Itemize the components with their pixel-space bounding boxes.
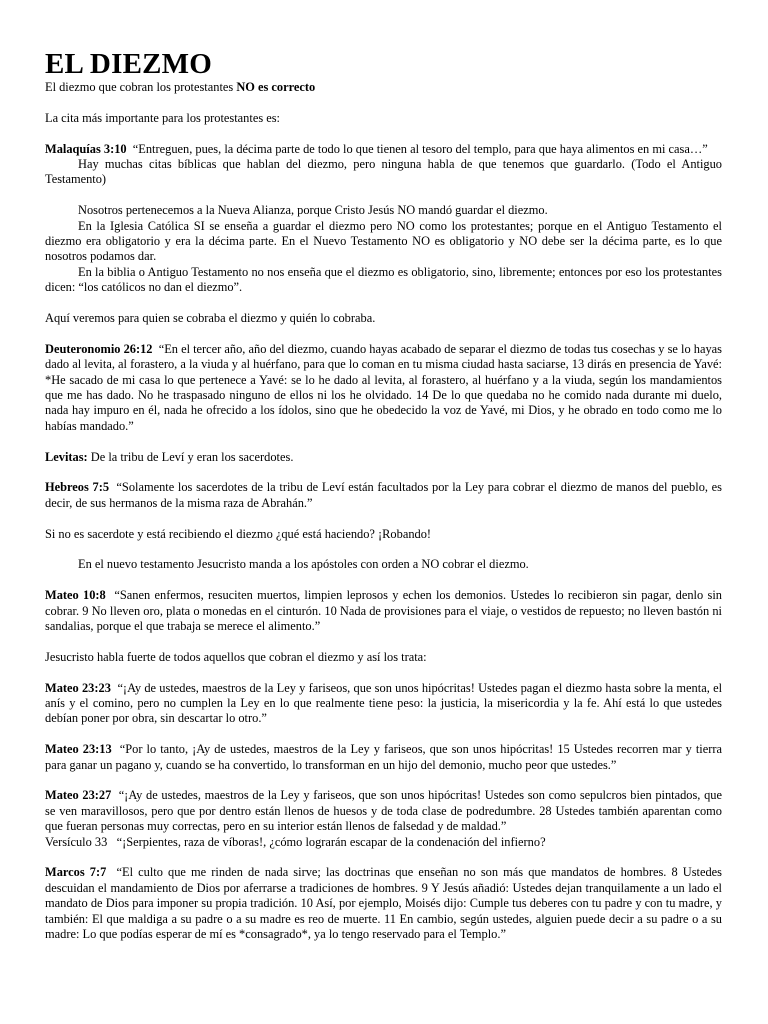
intro-paragraph: La cita más importante para los protestantes es: bbox=[45, 110, 280, 125]
term-label: Levitas: bbox=[45, 449, 88, 464]
mateo-10-8-citation bbox=[45, 588, 722, 634]
verse-quote: “Solamente los sacerdotes de la tribu de Leví están facultados por la Ley para cobrar el diezmo de manos del pueblo, es decir, de sus hermanos de la misma raza de Abrahán.” bbox=[45, 480, 723, 510]
verse-reference: Mateo 23:23 bbox=[45, 680, 111, 695]
verse-reference: Marcos 7:7 bbox=[45, 865, 107, 880]
sacerdote-paragraph: Si no es sacerdote y está recibiendo el diezmo ¿qué está haciendo? ¡Robando! bbox=[45, 526, 432, 541]
alianza-paragraph: Nosotros pertenecemos a la Nueva Alianza, porque Cristo Jesús NO mandó guardar el diezmo. bbox=[78, 203, 548, 218]
verse-quote: “El culto que me rinden de nada sirve; las doctrinas que enseñan no son más que mandatos de hombres. 8 Ustedes descuidan el mandamiento de Dios por aferrarse a tradiciones de hombres. 9 Y Jesús añadió: Ustedes dejan tranquilamente a un lado el mandato de Dios para imponer su propia tradición. 10 Así, por ejemplo, Moisés dijo: Cumple tus deberes con tu padre y con tu madre, y también: El que maldiga a su padre o a su madre es reo de muerte. 11 En cambio, según ustedes, alguien puede decir a su padre o a su madre: Lo que podías esperar de mí es *consagrado*, ya lo tengo reservado para el Templo.” bbox=[45, 865, 722, 942]
verse-reference: Mateo 10:8 bbox=[45, 588, 106, 603]
mateo-23-13-citation bbox=[45, 742, 722, 773]
subtitle bbox=[45, 80, 722, 95]
verse-quote: “¡Ay de ustedes, maestros de la Ley y fariseos, que son unos hipócritas! Ustedes son como sepulcros bien pintados, que se ven maravillosos, pero que por dentro están llenos de huesos y de toda clase de podredumbre. 28 Ustedes también aparentan como que fueran personas muy correctas, pero en su interior están llenos de falsedad y de maldad.” bbox=[45, 788, 722, 834]
malaquias-citation bbox=[45, 142, 722, 157]
verse-reference: Mateo 23:27 bbox=[45, 788, 112, 803]
verse-reference: Mateo 23:13 bbox=[45, 742, 112, 757]
term-definition: De la tribu de Leví y eran los sacerdotes. bbox=[87, 449, 294, 464]
nuevo-testamento-paragraph: En el nuevo testamento Jesucristo manda a los apóstoles con orden a NO cobrar el diezmo. bbox=[78, 557, 529, 572]
document-page bbox=[45, 48, 722, 943]
aqui-paragraph: Aquí veremos para quien se cobraba el diezmo y quién lo cobraba. bbox=[45, 311, 376, 326]
hebreos-citation bbox=[45, 480, 722, 511]
verse-reference: Hebreos 7:5 bbox=[45, 480, 110, 495]
verse-quote: “Sanen enfermos, resuciten muertos, limpien leprosos y echen los demonios. Ustedes lo recibieron sin pagar, denlo sin cobrar. 9 No lleven oro, plata o monedas en el cinturón. 10 Nada de provisiones para el viaje, o vestidos de repuesto; no lleven bastón ni sandalias, porque el que trabaja se merece el alimento.” bbox=[45, 588, 722, 634]
mateo-23-27-citation bbox=[45, 788, 722, 834]
deuteronomio-citation bbox=[45, 342, 722, 434]
iglesia-paragraph: En la Iglesia Católica SI se enseña a guardar el diezmo pero NO como los protestantes; porque en el Antiguo Testamento el diezmo era obligatorio y era la décima parte. En el Nuevo Testamento NO es obligatorio y NO debe ser la décima parte, es lo que nosotros podamos dar. bbox=[45, 218, 722, 264]
mateo-23-23-citation bbox=[45, 681, 722, 727]
verse-quote: “En el tercer año, año del diezmo, cuando hayas acabado de separar el diezmo de todas tus cosechas y se lo hayas dado al levita, al forastero, a la viuda y al huérfano, para que lo coman en tu misma ciudad hasta saciarse, 13 dirás en presencia de Yavé: *He sacado de mi casa lo que pertenece a Yavé: se lo he dado al levita, al forastero, al huérfano y a la viuda, según los mandamientos que me has dado. No he traspasado ninguno de ellos ni los he olvidado. 14 De lo que quedaba no he comido nada durante mi duelo, nada hay impuro en él, nada he ofrecido a los ídolos, sino que he obedecido la voz de Yavé, mi Dios, y he obrado en todo como me lo habías mandado.” bbox=[45, 341, 722, 433]
citas-paragraph: Hay muchas citas bíblicas que hablan del diezmo, pero ninguna habla de que tenemos que guardarlo. (Todo el Antiguo Testamento) bbox=[45, 157, 722, 187]
versiculo-33-line: Versículo 33 “¡Serpientes, raza de víboras!, ¿cómo lograrán escapar de la condenación del infierno? bbox=[45, 834, 546, 849]
levitas-definition bbox=[45, 450, 722, 465]
jesucristo-paragraph: Jesucristo habla fuerte de todos aquellos que cobran el diezmo y así los trata: bbox=[45, 649, 427, 664]
document-title: EL DIEZMO bbox=[45, 48, 212, 80]
subtitle-emphasis: NO es correcto bbox=[236, 80, 316, 94]
subtitle-text: El diezmo que cobran los protestantes bbox=[45, 80, 237, 94]
verse-quote: “¡Ay de ustedes, maestros de la Ley y fariseos, que son unos hipócritas! Ustedes pagan el diezmo hasta sobre la menta, el anís y el comino, pero no cumplen la Ley en lo que realmente tiene peso: la justicia, la misericordia y la fe. Ahí está lo que ustedes debían poner por obra, sin descartar lo otro.” bbox=[45, 680, 723, 726]
verse-reference: Deuteronomio 26:12 bbox=[45, 341, 153, 356]
verse-reference: Malaquías 3:10 bbox=[45, 141, 127, 156]
verse-quote: “Por lo tanto, ¡Ay de ustedes, maestros de la Ley y fariseos, que son unos hipócritas! 15 Ustedes recorren mar y tierra para ganar un pagano y, cuando se ha convertido, lo transforman en un hijo del demonio, mucho peor que ustedes.” bbox=[45, 742, 723, 772]
biblia-paragraph: En la biblia o Antiguo Testamento no nos enseña que el diezmo es obligatorio, sino, libremente; entonces por eso los protestantes dicen: “los católicos no dan el diezmo”. bbox=[45, 264, 722, 295]
verse-quote: “Entreguen, pues, la décima parte de todo lo que tienen al tesoro del templo, para que haya alimentos en mi casa…” bbox=[132, 141, 708, 156]
marcos-citation bbox=[45, 865, 722, 942]
